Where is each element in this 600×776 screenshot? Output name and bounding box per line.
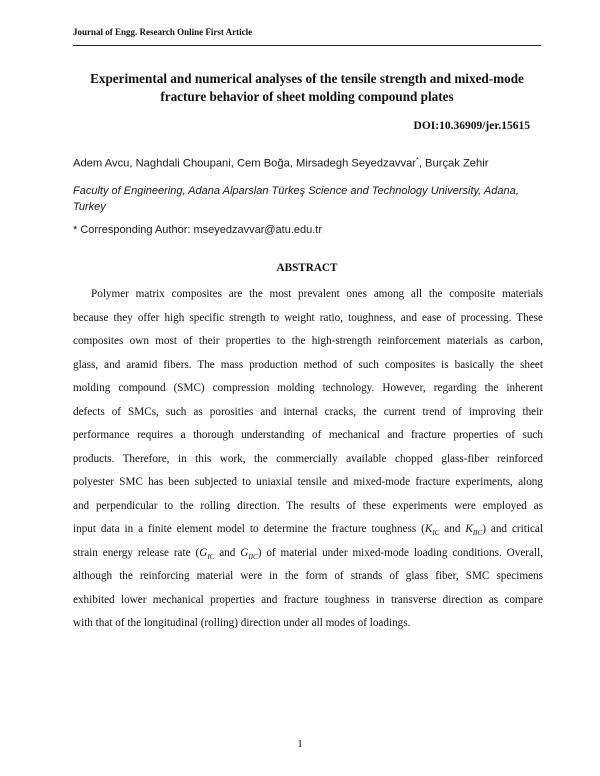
corresponding-marker: * <box>416 157 419 164</box>
authors-text-end: , Burçak Zehir <box>418 157 489 170</box>
abstract-text: ) of material under mixed-mode loading conditions. Overall, <box>257 546 543 559</box>
abstract-line-energy <box>73 542 543 566</box>
abstract-line: products. Therefore, in this work, the commercially available chopped glass-fiber reinforced <box>73 452 543 465</box>
title-line-1: Experimental and numerical analyses of the tensile strength and mixed-mode <box>90 71 524 86</box>
header-rule <box>73 45 541 46</box>
paper-title <box>73 70 541 106</box>
abstract-line: polyester SMC has been subjected to uniaxial tensile and mixed-mode fracture experiments, along <box>73 476 543 488</box>
affiliation-line-2: Turkey <box>73 201 106 213</box>
abstract-heading: ABSTRACT <box>276 262 338 274</box>
authors-text: Adem Avcu, Naghdali Choupani, Cem Boğa, Mirsadegh Seyedzavvar <box>73 157 417 170</box>
symbol-g-ic: $G_{IC}$ <box>199 546 215 561</box>
title-line-2: fracture behavior of sheet molding compound plates <box>160 89 454 104</box>
abstract-line: although the reinforcing material were in the form of strands of glass fiber, SMC specimens <box>73 570 543 582</box>
corresponding-author: * Corresponding Author: mseyedzavvar@atu.edu.tr <box>73 224 323 236</box>
abstract-body <box>73 283 543 636</box>
abstract-text: input data in a finite element model to determine the fracture toughness ( <box>73 523 425 535</box>
abstract-line: Polymer matrix composites are the most prevalent ones among all the composite materials <box>91 288 543 300</box>
symbol-k-iic: $K_{IIC}$ <box>465 523 483 538</box>
author-list <box>73 157 543 170</box>
page-number: 1 <box>297 738 303 750</box>
abstract-text: and <box>439 523 466 535</box>
abstract-text: strain energy release rate ( <box>73 546 200 559</box>
abstract-line: exhibited lower mechanical properties and fracture toughness in transverse direction as compare <box>73 593 543 606</box>
abstract-line: with that of the longitudinal (rolling) direction under all modes of loadings. <box>73 617 411 629</box>
abstract-line: composites own most of their properties to the high-strength reinforcement materials as carbon, <box>73 335 543 347</box>
abstract-line: because they offer high specific strength to weight ratio, toughness, and ease of processing. These <box>73 311 543 324</box>
affiliation <box>73 183 543 215</box>
affiliation-line-1: Faculty of Engineering, Adana Alparslan Türkeş Science and Technology University, Adana, <box>73 185 519 197</box>
abstract-line: defects of SMCs, such as porosities and internal cracks, the current trend of improving their <box>73 405 543 418</box>
abstract-line: glass, and aramid fibers. The mass production method of such composites is basically the sheet <box>73 358 543 371</box>
abstract-text: ) and critical <box>482 523 543 535</box>
abstract-line: and perpendicular to the rolling direction. The results of these experiments were employed as <box>73 499 543 512</box>
symbol-g-iic: $G_{IIC}$ <box>240 546 258 561</box>
symbol-k-ic: $K_{IC}$ <box>424 523 440 538</box>
abstract-text: and <box>214 546 241 559</box>
abstract-line: molding compound (SMC) compression molding technology. However, regarding the inherent <box>73 382 543 394</box>
abstract-line: performance requires a thorough understanding of mechanical and fracture properties of such <box>73 429 543 441</box>
doi: DOI:10.36909/jer.15615 <box>413 120 530 132</box>
abstract-line-toughness <box>73 518 543 542</box>
journal-header: Journal of Engg. Research Online First Article <box>73 27 253 37</box>
